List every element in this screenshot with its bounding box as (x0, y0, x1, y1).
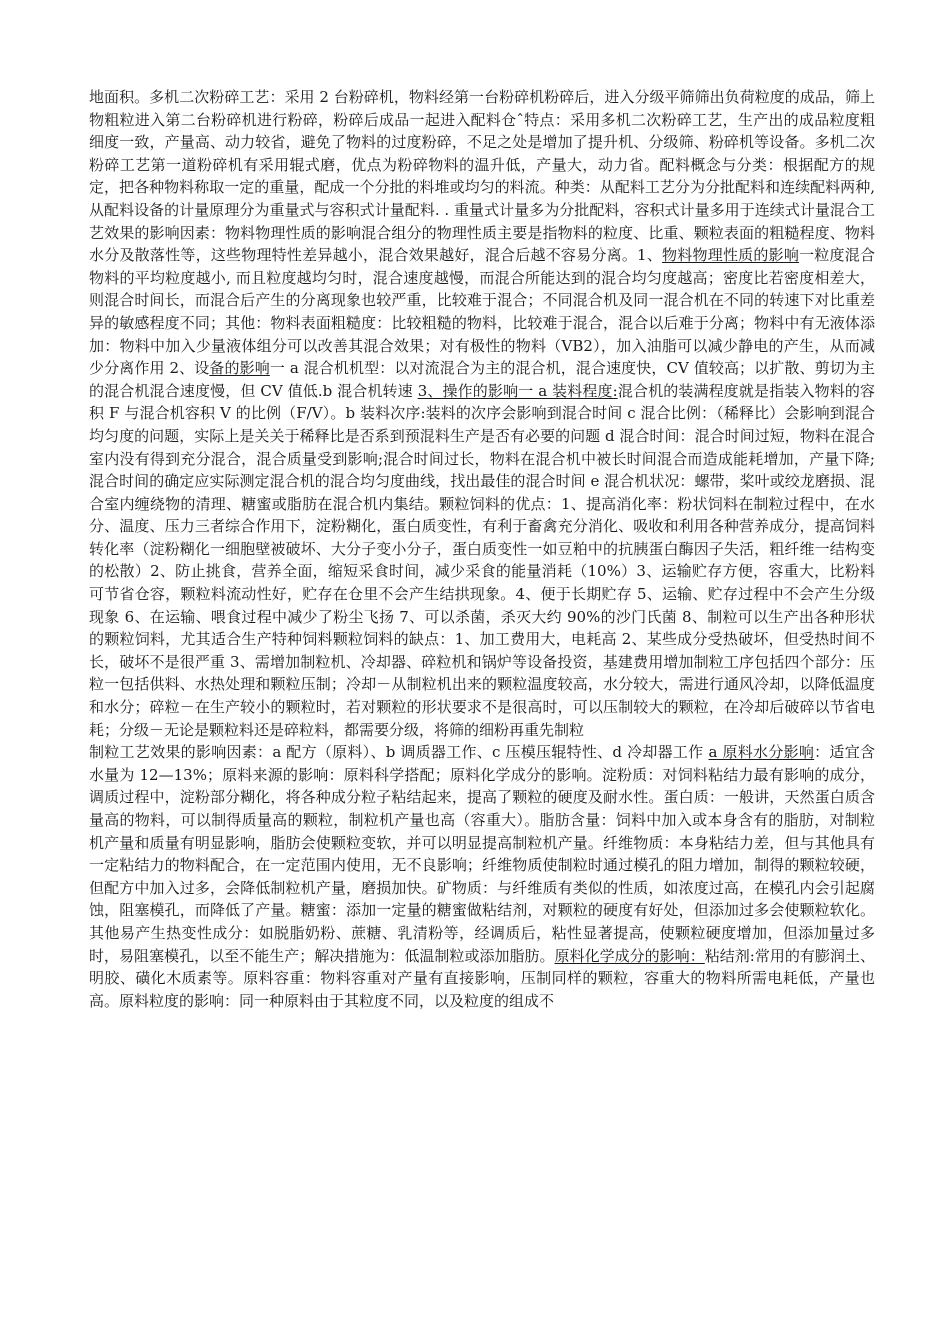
text-run: 一 a 混合机机型：以对流混合为主的混合机，混合速度快，CV 值较高；以扩散、剪切为主的混合机混合速度慢，但 CV 值低.b 混合机转速 (89, 359, 876, 400)
underlined-heading: 原料化学成分的影响： (554, 946, 705, 965)
text-run: 一粒度混合物料的平均粒度越小, 而且粒度越均匀时，混合速度越慢，而混合所能达到的混合均匀度越高；密度比若密度相差大，则混合时间长，而混合后产生的分离现象也较严重，比较难于混合；不同混合机及同一混合机在不同的转速下对比重差异的敏感程度不同；其他：物料表面粗糙度：比较粗糙的物料，比较难于混合，混合以后难于分离；物料中有无液体添加：物料中加入少量液体组分可以改善其混合效果；对有极性的物料（VB2），加入油脂可以减少静电的产生，从而减少分离作用 2、设 (89, 246, 875, 378)
underlined-heading: 物料物理性质的影响 (662, 246, 800, 265)
document-page (89, 86, 875, 1012)
text-run: 混合机的装满程度就是指装入物料的容积 F 与混合机容积 V 的比例（F/V）。b 装料次序:装料的次序会影响到混合时间 c 混合比例：（稀释比）会影响到混合均匀度的问题，实际上是关关于稀释比是否系到预混料生产是否有必要的问题 d 混合时间：混合时间过短，物料在混合室内没有得到充分混合，混合质量受到影响;混合时间过长，物料在混合机中被长时间混合而造成能耗增加，产量下降;混合时间的确定应实际测定混合机的混合均匀度曲线，找出最佳的混合时间 e 混合机状况：螺带，桨叶或绞龙磨损、混合室内缠绕物的清理、糖蜜或脂肪在混合机内集结。颗粒饲料的优点：1、提高消化率：粉状饲料在制粒过程中，在水分、温度、压力三者综合作用下，淀粉糊化，蛋白质变性，有利于畜禽充分消化、吸收和利用各种营养成分，提高饲料转化率（淀粉糊化一细胞壁被破坏、大分子变小分子，蛋白质变性一如豆粕中的抗胰蛋白酶因子失活，粗纤维一结构变的松散）2、防止挑食，营养全面，缩短采食时间，减少采食的能量消耗（10%）3、运输贮存方便，容重大，比粉料可节省仓容，颗粒料流动性好，贮存在仓里不会产生结拱现象。4、便于长期贮存 5、运输、贮存过程中不会产生分级现象 6、在运输、喂食过程中减少了粉尘飞扬 7、可以杀菌，杀灭大约 90%的沙门氏菌 8、制粒可以生产出各种形状的颗粒饲料，尤其适合生产特种饲料颗粒饲料的缺点：1、加工费用大，电耗高 2、某些成分受热破坏，但受热时间不长，破坏不是很严重 3、需增加制粒机、冷却器、碎粒机和锅炉等设备投资，基建费用增加制粒工序包括四个部分：压粒一包括供料、水热处理和颗粒压制；冷却－从制粒机出来的颗粒温度较高，水分较大，需进行通风冷却，以降低温度和水分；碎粒－在生产较小的颗粒时，若对颗粒的形状要求不是很高时，可以压制较大的颗粒，在冷却后破碎以节省电耗；分级－无论是颗粒料还是碎粒料，都需要分级，将筛的细粉再重先制粒 (89, 381, 875, 739)
underlined-heading: 备的影响 (209, 359, 270, 378)
text-run: 制粒工艺效果的影响因素：a 配方（原料）、b 调质器工作、c 压模压辊特性、d 冷却器工作 (89, 743, 709, 762)
underlined-heading: a 原料水分影响 (708, 743, 815, 762)
paragraph-2 (89, 741, 875, 1012)
text-run: ：适宜含水量为 12—13%；原料来源的影响：原料科学搭配；原料化学成分的影响。淀粉质：对饲料粘结力最有影响的成分，调质过程中，淀粉部分糊化，将各种成分粒子粘结起来，提高了颗粒的硬度及耐水性。蛋白质：一般讲，天然蛋白质含量高的物料，可以制得质量高的颗粒，制粒机产量也高（容重大）。脂肪含量：饲料中加入或本身含有的脂肪，对制粒机产量和质量有明显影响，脂肪会使颗粒变软，并可以明显提高制粒机产量。纤维物质：本身粘结力差，但与其他具有一定粘结力的物料配合，在一定范围内使用，无不良影响；纤维物质使制粒时通过模孔的阻力增加，制得的颗粒较硬，但配方中加入过多，会降低制粒机产量，磨损加快。矿物质：与纤维质有类似的性质，如浓度过高，在模孔内会引起腐蚀，阻塞模孔，而降低了产量。糖蜜：添加一定量的糖蜜做粘结剂，对颗粒的硬度有好处，但添加过多会使颗粒软化。其他易产生热变性成分：如脱脂奶粉、蔗糖、乳清粉等，经调质后，粘性显著提高，使颗粒硬度增加，但添加量过多时，易阻塞模孔，以至不能生产；解决措施为：低温制粒或添加脂肪。 (89, 743, 875, 965)
text-run: 地面积。多机二次粉碎工艺：采用 2 台粉碎机，物料经第一台粉碎机粉碎后，进入分级平筛筛出负荷粒度的成品，筛上物粗粒进入第二台粉碎机进行粉碎，粉碎后成品一起进入配料仓ˆ特点：采用多机二次粉碎工艺，生产出的成品粒度粗细度一致，产量高、动力较省，避免了物料的过度粉碎，不足之处是增加了提升机、分级筛、粉碎机等设备。多机二次粉碎工艺第一道粉碎机有采用辊式磨，优点为粉碎物料的温升低，产量大，动力省。配料概念与分类：根据配方的规定，把各种物料称取一定的重量，配成一个分批的料堆或均匀的料流。种类：从配料工艺分为分批配料和连续配料两种, 从配料设备的计量原理分为重量式与容积式计量配料. . 重量式计量多为分批配料，容积式计量多用于连续式计量混合工艺效果的影响因素：物料物理性质的影响混合组分的物理性质主要是指物料的粒度、比重、颗粒表面的粗糙程度、物料水分及散落性等，这些物理特性差异越小，混合效果越好，混合后越不容易分离。1、 (89, 88, 875, 265)
underlined-heading: 3、操作的影响一 a 装料程度: (417, 381, 618, 400)
text-run: 粘结剂:常用的有膨润土、明胶、磺化木质素等。原料容重：物料容重对产量有直接影响，压制同样的颗粒，容重大的物料所需电耗低，产量也高。原料粒度的影响：同一种原料由于其粒度不同，以及粒度的组成不 (89, 946, 875, 1010)
paragraph-1 (89, 86, 875, 741)
